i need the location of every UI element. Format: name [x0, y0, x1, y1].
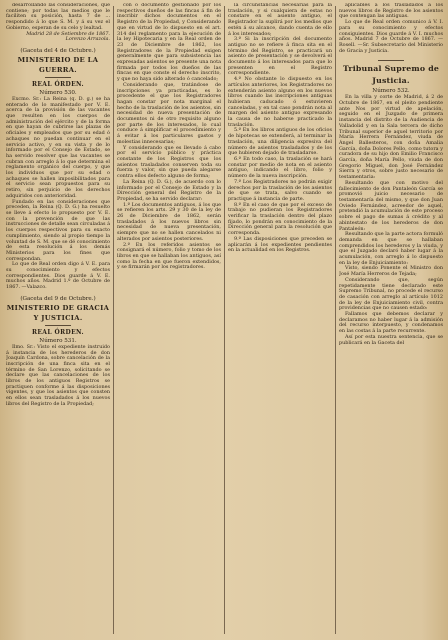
column-divider	[224, 6, 225, 634]
paragraph: Considerando que, tratándose de inscripciones ya practicadas, es lo procedente el que los Registradores hagan constar por nota marginal el hecho de la traslación de los asientos, sin necesidad de nueva presentación de documentos ni de otro requisito alguno por parte de los interesados, lo cual conduce á simplificar el procedimiento y á evitar á los particulares gastos y molestias innecesarias;	[117, 81, 221, 145]
divider	[45, 77, 71, 78]
paragraph: con ó documento gestionado por los respectivos dueños de las fincas á fin de inscribir dichos documentos en el Registro de la Propiedad, y Considerando que en virtud de lo dispuesto en el art. 314 del reglamento para la ejecución de la ley Hipotecaria y en la Real orden de 23 de Diciembre de 1862, los Registradores de la Propiedad exigen generalmente que para subsistencia las expresadas asientos se presente una nota firmada por todos los dueños de las fincas en que conste el derecho inscrito, y que no haya sido alterado ó cancelado;	[117, 3, 221, 83]
paragraph: Así por esta nuestra sentencia, que se publicará en la Gaceta del	[339, 333, 443, 346]
decree-number: Número 530.	[39, 89, 77, 96]
paragraph: 5.º En los libros antiguos de los oficios de hipotecas se extenderá, al terminar la traslación, una diligencia expresiva del número de asientos trasladados y de los que hubieren dejado de trasladarse.	[228, 127, 332, 157]
paragraph: desarrollando las consideraciones, que contiene; por todas las medios que le faciliten su posición, hasta 7 de ... respondido á lo que S. M. y á su vez el Gobierno, esperan de su celo y lealtad.	[6, 3, 110, 31]
decree-number: Número 531.	[39, 337, 77, 344]
paragraph: 8.º En el caso de que por el exceso de trabajo no pudieran los Registradores verificar la traslación dentro del plazo fijado, lo pondrán en conocimiento de la Dirección general para la resolución que corresponda.	[228, 201, 332, 237]
divider	[45, 325, 71, 326]
column-divider	[113, 6, 114, 634]
paragraph: En la villa y corte de Madrid, á 2 de Octubre de 1867, en el pleito pendiente ante Nos por virtud de apelación, seguido en el Juzgado de primera instancia del distrito de la Audiencia de Valladolid y en la Sala tercera de dicho Tribunal superior de aquel territorio por María Herrera Fernández, viuda de Ángel Ballesteros, con doña Amalia García, doña Dolores Pello, como tutora y curadora de su hijo don Emilio Francisco García, doña María Pello, viuda de don Gregorio Miguel, don José Fernández Sierra y otros, sobre justo necesario de testamentaria:	[339, 94, 443, 181]
decree-heading: REAL ÓRDEN.	[31, 328, 85, 336]
column-1	[6, 3, 110, 637]
paragraph: 7.º Los Registradores no podrán exigir derechos por la traslación de los asientos de que se trata, salvo cuando se practique á instancia de parte.	[228, 178, 332, 202]
ministry-heading: MINISTERIO DE LA GUERRA.	[17, 55, 99, 74]
paragraph: Ilmo. Sr.: Visto el expediente instruido á instancia de los herederos de don Joaquín Cardona, sobre cancelación de la inscripción de una finca sita en el término de San Lorenzo, solicitando se declare que las cancelaciones de los libros de los antiguos Registros se practiquen conforme á las disposiciones vigentes, y que los asientos que consten en ellos sean trasladados á los nuevos libros del Registro de la Propiedad;	[6, 343, 110, 407]
paragraph: la circunstancias necesarias para la traslación, y si cualquiera de estas no constare en el asiento antiguo, el Registrador la suplirá por los medios que estén á su alcance, dando cuenta de ello á los interesados;	[228, 3, 332, 37]
paragraph: 4.º No obstante lo dispuesto en los artículos anteriores, los Registradores no extenderán asiento alguno en los nuevos libros cuando las inscripciones antiguas hubieran caducado ó estuvieren canceladas, y en tal caso pondrán nota al margen del asiento antiguo expresando la causa de no haberse practicado la traslación.	[228, 76, 332, 128]
paragraph: Resultando que la parte actora formuló demanda en que se hallaban comprendidos los herederos y la viuda, y que el Juzgado declaró haber lugar á la acumulación, con arreglo á lo dispuesto en la ley de Enjuiciamiento:	[339, 231, 443, 266]
paragraph: Lo que de Real orden digo á V. E. para su conocimiento y efectos correspondientes. Dios guarde á V. E. muchos años. Madrid 1.º de Octubre de 1867. —Valazco.	[6, 261, 110, 291]
signature: Lorenzo Arrazola.	[65, 36, 110, 43]
paragraph: Fundado en las consideraciones que preceden, la Reina (Q. D. G.) ha resuelto se lleve á efecto lo propuesto por V. E. con la prevención de que las instrucciones de detalle sean circuladas á los cuerpos respectivos para su exacto cumplimiento, siendo al propio tiempo la voluntad de S. M. que se dé conocimiento de esta resolución á los demás Ministerios para los fines que correspondan.	[6, 198, 110, 262]
paragraph: Lo que de Real orden comunico á V. I. para su conocimiento y efectos consiguientes. Dios guarde á V. I. muchos años. Madrid 7 de Octubre de 1867. —Rosell. —Sr. Subsecretario del Ministerio de Gracia y Justicia.	[339, 19, 443, 54]
paragraph: Y considerando que es llevado á cabo por el servicio público y práctica constante de los Registros que los asientos trasladados conserven toda su fuerza y valor, sin que pueda alegarse contra ellos defecto alguno de forma;	[117, 144, 221, 180]
paragraph: Excmo. Sr.: La Reina (q. D. g.) se ha enterado de lo manifestado por V. E. acerca de la provisión de las vacantes que resulten en los cuerpos de administración del ejército y de la forma en que hayan de cubrirse las plazas de oficiales y empleados que por su edad ó achaques no puedan continuar en el servicio activo, y en su vista y de lo informado por el Consejo de Estado, se ha servido resolver que las vacantes se cubran con arreglo á lo que determina el reglamento orgánico del cuerpo, y que los individuos que por su edad o achaques se hallen imposibilitados para el servicio sean propuestos para su retiro, sin perjuicio de los derechos adquiridos con anterioridad.	[6, 95, 110, 199]
paragraph: 2.º En los referidos asientos se consignará el número, folio y tomo de los libros en que se hallaban los antiguos, así como la fecha en que fueron extendidos, y se firmarán por los registradores.	[117, 241, 221, 271]
paragraph: 3.º Si la inscripción del documento antiguo no se refiere á finca sita en el término del Registro, se practicará un asiento de presentación y se devolverá el documento á los interesados para que lo presenten en el Registro correspondiente.	[228, 36, 332, 77]
paragraph: Visto, siendo Ponente el Ministro don José María Herreros de Tejada;	[339, 265, 443, 278]
column-divider	[335, 6, 336, 634]
dateline: Madrid 28 de Setiembre de 1867.	[26, 30, 110, 37]
paragraph: 9.º Las disposiciones que preceden se aplicarán á los expedientes pendientes en la actualidad en los Registros.	[228, 235, 332, 254]
paragraph: Resultando que con motivo del fallecimiento de don Pantaleón García se promovió juicio necesario de testamentaría del mismo, y que don Juan Oviedo Fernández, acreedor de aquel, pretendió la acumulación de este proceso sobre el pago de sumas á crédito y al abintestato de los herederos de don Pantaleón:	[339, 179, 443, 232]
column-2	[117, 3, 221, 637]
gazette-reference: (Gaceta del 4 de Octubre.)	[20, 47, 96, 54]
decree-heading: REAL ÓRDEN.	[31, 80, 85, 88]
paragraph: aplicables á los trasladados á los nuevos libros de Registro de los asientos que contengan las antiguas.	[339, 3, 443, 20]
paragraph: Fallamos que debemos declarar y declaramos no haber lugar á la admisión del recurso interpuesto, y condenamos en las costas á la parte recurrente.	[339, 311, 443, 335]
ministry-heading: MINISTERIO DE GRACIA Y JUSTICIA.	[6, 303, 110, 322]
column-3	[228, 3, 332, 637]
paragraph: Considerando que, según repetidamente tiene declarado este Supremo Tribunal, no procede el recurso de casación con arreglo al artículo 1012 de la ley de Enjuiciamiento civil, contra providencias que no causen estado:	[339, 276, 443, 312]
paragraph: 6.º En todo caso, la traslación se hará constar por medio de nota en el asiento antiguo, indicando el libro, folio y número de la nueva inscripción.	[228, 155, 332, 180]
gazette-reference: (Gaceta del 9 de Octubre.)	[20, 295, 96, 302]
divider	[378, 60, 404, 61]
section-heading: Tribunal Supremo de Justicia.	[342, 64, 440, 86]
column-4	[339, 3, 443, 637]
paragraph: La Reina (Q. D. G.), de acuerdo con lo informado por el Consejo de Estado y la Dirección general del Registro de la Propiedad, se ha servido declarar:	[117, 178, 221, 202]
paragraph: 1.º Los documentos antiguos, á los que se refieren los arts. 29 y 30 de la ley de 26 de Diciembre de 1862, serán trasladados á los nuevos libros sin necesidad de nueva presentación, siempre que no se hallen cancelados ni alterados por asientos posteriores.	[117, 201, 221, 242]
decree-number: Número 532.	[372, 88, 410, 95]
